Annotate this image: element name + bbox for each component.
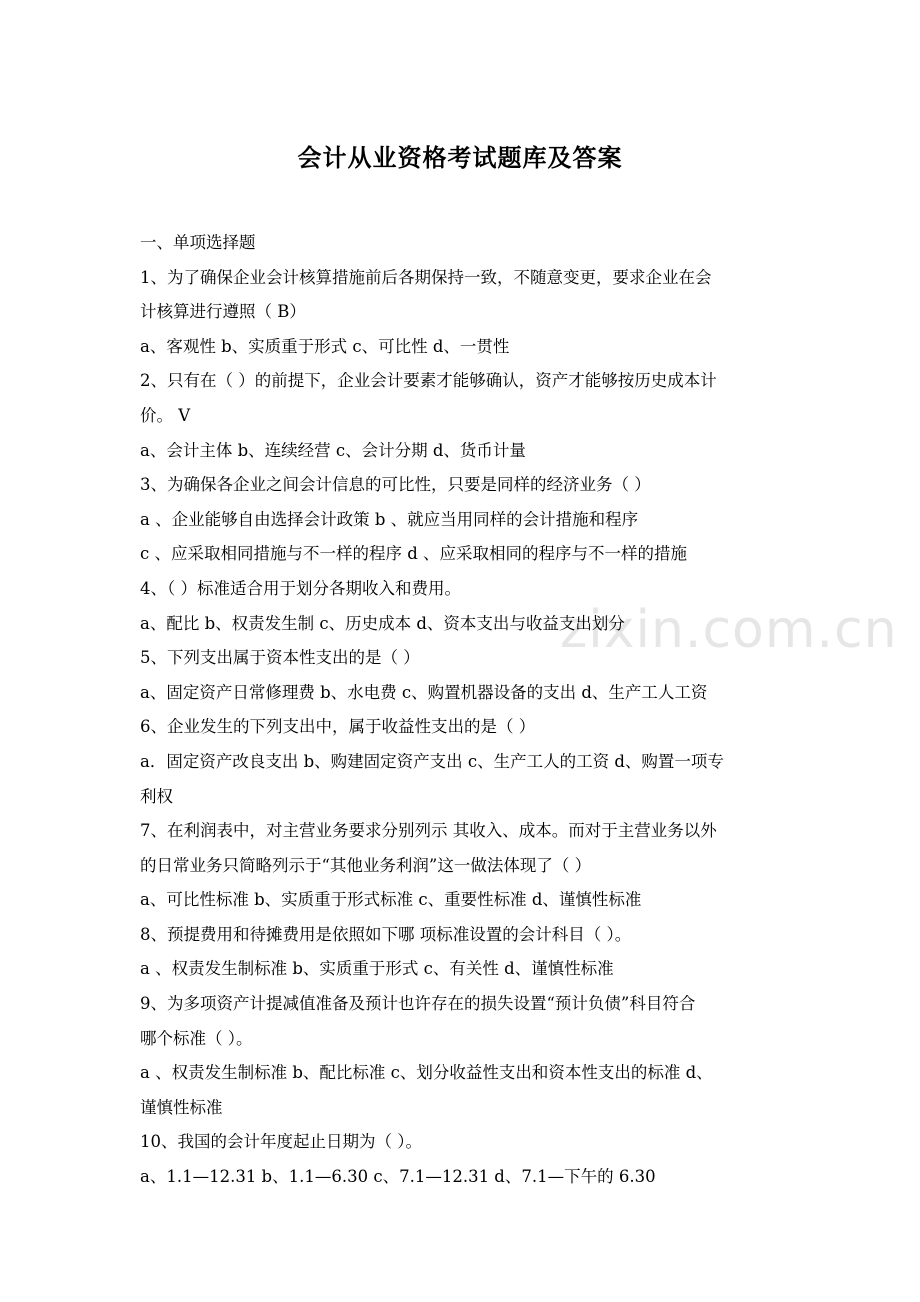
text-line: a、可比性标准 b、实质重于形式标准 c、重要性标准 d、谨慎性标准 [140, 890, 642, 910]
text-line: 利权 [140, 786, 173, 806]
text-line: 7、在利润表中，对主营业务要求分别列示 其收入、成本。而对于主营业务以外 [140, 821, 717, 841]
watermark: zixin.com.cn [560, 600, 898, 660]
document-title: 会计从业资格考试题库及答案 [297, 143, 623, 172]
text-line: 4、（ ）标准适合用于划分各期收入和费用。 [140, 578, 461, 598]
text-line: a 、权责发生制标准 b、配比标准 c、划分收益性支出和资本性支出的标准 d、 [140, 1063, 713, 1083]
text-line: 5、下列支出属于资本性支出的是（ ） [140, 648, 420, 668]
text-line: a、会计主体 b、连续经营 c、会计分期 d、货币计量 [140, 440, 526, 460]
text-line: a、固定资产日常修理费 b、水电费 c、购置机器设备的支出 d、生产工人工资 [140, 682, 708, 702]
text-line: a、客观性 b、实质重于形式 c、可比性 d、一贯性 [140, 336, 510, 356]
text-line: c 、应采取相同措施与不一样的程序 d 、应采取相同的程序与不一样的措施 [140, 544, 688, 564]
text-line: 9、为多项资产计提减值准备及预计也许存在的损失设置“预计负债”科目符合 [140, 994, 696, 1014]
text-line: 的日常业务只简略列示于“其他业务利润”这一做法体现了（ ） [140, 855, 592, 875]
section-heading: 一、单项选择题 [140, 233, 256, 252]
document-body [140, 226, 790, 1195]
text-line: 哪个标准（ ）。 [140, 1028, 253, 1048]
text-line: a 、权责发生制标准 b、实质重于形式 c、有关性 d、谨慎性标准 [140, 959, 614, 979]
text-line: 计核算进行遵照（ B） [140, 302, 306, 322]
text-line: 1、为了确保企业会计核算措施前后各期保持一致，不随意变更，要求企业在会 [140, 267, 712, 287]
text-line: 6、企业发生的下列支出中，属于收益性支出的是（ ） [140, 717, 536, 737]
text-line: 3、为确保各企业之间会计信息的可比性，只要是同样的经济业务（ ） [140, 475, 651, 495]
text-line: 10、我国的会计年度起止日期为（ ）。 [140, 1132, 422, 1152]
text-line: a．固定资产改良支出 b、购建固定资产支出 c、生产工人的工资 d、购置一项专 [140, 751, 724, 771]
text-line: a 、企业能够自由选择会计政策 b 、就应当用同样的会计措施和程序 [140, 509, 639, 529]
text-line: 2、只有在（ ）的前提下，企业会计要素才能够确认，资产才能够按历史成本计 [140, 371, 717, 391]
text-line: 谨慎性标准 [140, 1097, 223, 1117]
text-line: a、1.1—12.31 b、1.1—6.30 c、7.1—12.31 d、7.1—下午的 6.30 [140, 1167, 656, 1187]
text-line: 8、预提费用和待摊费用是依照如下哪 项标准设置的会计科目（ ）。 [140, 924, 632, 944]
text-line: a、配比 b、权责发生制 c、历史成本 d、资本支出与收益支出划分 [140, 613, 625, 633]
text-line: 价。 V [140, 405, 191, 425]
